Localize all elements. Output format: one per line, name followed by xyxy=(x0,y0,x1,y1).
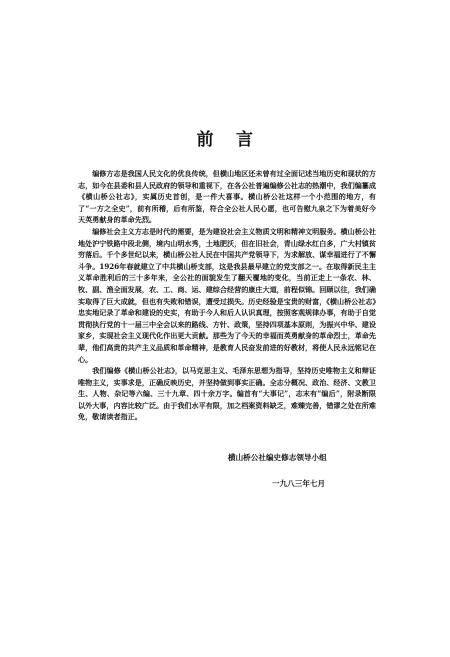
page-title xyxy=(0,125,450,150)
preface-body xyxy=(78,168,376,423)
paragraph: 编修社会主义方志是时代的需要，是为建设社会主义物质文明和精神文明服务。横山桥公社地处沪宁铁路中段北侧，境内山明水秀，土地肥沃，但在旧社会，青山绿水红白多，广大村镇贫穷落后。千个多世纪以来，横山桥公社人民在中国共产党领导下，为求解放、谋幸福进行了不懈斗争。1926年春就建立了中共横山桥支部，这是我县最早建立的党支部之一。在取得新民主主义革命胜利后的三十多年来，全公社的面貌发生了翻天覆地的变化，当前正走上一条农、林、牧、副、渔全面发展，农、工、商、运、建综合经营的康庄大道，前程似锦。回顾以往，我们确实取得了巨大成就，但也有失败和错误，遭受过损失。历史经验是宝贵的财富，《横山桥公社志》忠实地记录了革命和建设的史实，有助于今人和后人认识真理，按照客观规律办事，有助于自觉贯彻执行党的十一届三中全会以来的路线、方针、政策，坚持四项基本原则，为振兴中华、建设家乡，实现社会主义现代化作出更大贡献。那些为了今天的幸福而英勇献身的革命烈士，革命先辈，他们高贵的共产主义品质和革命精神，是教育人民奋发前进的好教材，将使人民永远铭记在心。 xyxy=(78,226,376,364)
paragraph: 我们编修《横山桥公社志》，以马克思主义、毛泽东思想为指导，坚持历史唯物主义和辩证唯物主义，实事求是，正确反映历史，并坚持做到事实正确。全志分概况、政治、经济、文教卫生、人物、杂记等六编、三十九章、四十余万字。编首有“大事记”，志末有“编后”，附录断限以外大事，内容比较广泛。由于我们水平有限，加之档案资料缺乏，难臻完善，错谬之处在所难免，敬请读者指正。 xyxy=(78,366,376,422)
title-char: 言 xyxy=(236,130,254,150)
signature-date: 一九八三年七月 xyxy=(272,479,326,488)
paragraph: 编修方志是我国人民文化的优良传统，但横山地区还未曾有过全面记述当地历史和现状的方志，如今在县委和县人民政府的领导和重视下，在各公社普遍编修公社志的热潮中，我们编纂成《横山桥公社志》，实属历史首创，是一件大喜事。横山桥公社这样一个小范围的地方，有了“一方之全史”，前有所稽，后有所鉴，符合全公社人民心愿，也可告慰九泉之下为着美好今天英勇献身的革命先烈。 xyxy=(78,169,376,225)
title-char: 前 xyxy=(196,130,214,150)
signature-organization: 横山桥公社编史修志领导小组 xyxy=(228,453,327,462)
